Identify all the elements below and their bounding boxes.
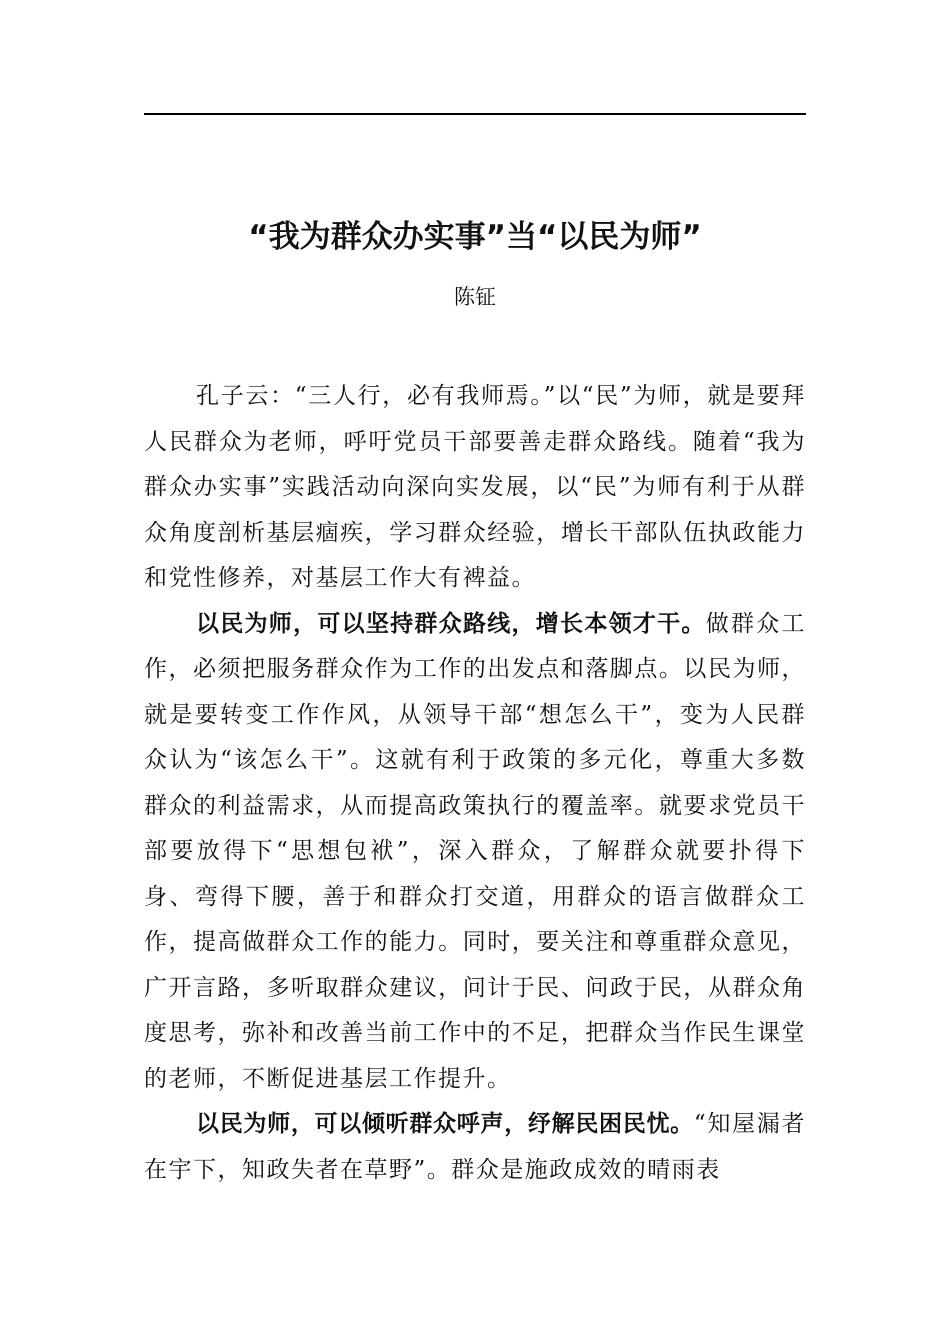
document-title: “我为群众办实事”当“以民为师”: [248, 219, 702, 255]
author-name: 陈钲: [454, 285, 496, 309]
paragraph-text: 做群众工作，必须把服务群众作为工作的出发点和落脚点。以民为师，就是要转变工作作风，从领导干部“想怎么干”，变为人民群众认为“该怎么干”。这就有利于政策的多元化，尊重大多数群众的利益需求，从而提高政策执行的覆盖率。就要求党员干部要放得下“思想包袱”，深入群众，了解群众就要扑得下身、弯得下腰，善于和群众打交道，用群众的语言做群众工作，提高做群众工作的能力。同时，要关注和尊重群众意见，广开言路，多听取群众建议，问计于民、问政于民，从群众角度思考，弥补和改善当前工作中的不足，把群众当作民生课堂的老师，不断促进基层工作提升。: [144, 610, 807, 1092]
header-rule: [144, 113, 806, 115]
paragraph-section-2: [144, 1102, 806, 1193]
paragraph-lead: 以民为师，可以倾听群众呼声，纾解民困民忧。: [196, 1111, 694, 1137]
paragraph-intro: [144, 374, 806, 602]
paragraph-section-1: [144, 602, 806, 1103]
paragraph-text: 孔子云：“三人行，必有我师焉。”以“民”为师，就是要拜人民群众为老师，呼吁党员干部要善走群众路线。随着“我为群众办实事”实践活动向深向实发展，以“民”为师有利于从群众角度剖析基层痼疾，学习群众经验，增长干部队伍执政能力和党性修养，对基层工作大有裨益。: [144, 383, 806, 591]
paragraph-text: “知屋漏者在宇下，知政失者在草野”。群众是施政成效的晴雨表: [144, 1111, 807, 1183]
document-body: [144, 374, 806, 1193]
paragraph-lead: 以民为师，可以坚持群众路线，增长本领才干。: [196, 610, 706, 637]
